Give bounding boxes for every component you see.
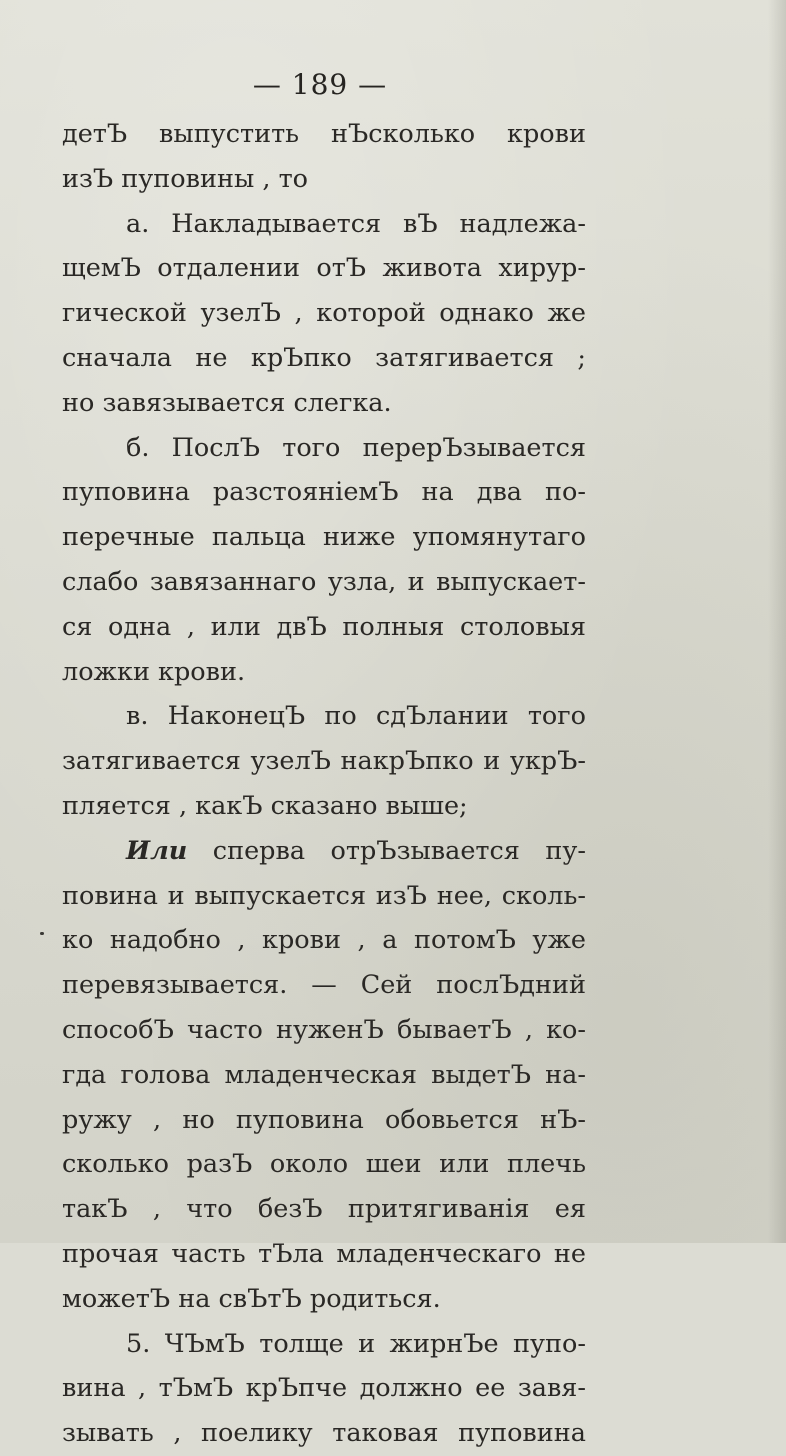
text-line-23: ружу , но пуповина обовьется нЪ- (62, 1104, 586, 1135)
text-line-14: в. НаконецЪ по сдЪлании того (126, 701, 586, 732)
text-line-6: сначала не крЪпко затягивается ; (62, 342, 586, 373)
text-line-8: б. ПослЪ того перерЪзывается (126, 432, 586, 463)
text-line-16: пляется , какЪ сказано выше; (62, 790, 468, 821)
italic-lead-word: Или (126, 835, 188, 866)
text-line-17-rest: сперва отрЪзывается пу- (187, 835, 586, 866)
text-line-19: ко надобно , крови , а потомЪ уже (62, 925, 586, 956)
text-line-27: можетЪ на свЪтЪ родиться. (62, 1283, 441, 1314)
text-line-10: перечные пальца ниже упомянутаго (62, 522, 586, 553)
text-line-9: пуповина разстояніемЪ на два по- (62, 477, 586, 508)
text-line-18: повина и выпускается изЪ нее, сколь- (62, 880, 586, 911)
text-line-29: вина , тЪмЪ крЪпче должно ее завя- (62, 1373, 586, 1404)
text-line-11: слабо завязаннаго узла, и выпускает- (62, 566, 586, 597)
text-line-20: перевязывается. — Сей послЪдний (62, 970, 586, 1001)
margin-speck (40, 932, 44, 935)
text-line-5: гической узелЪ , которой однако же (62, 298, 586, 329)
text-line-17 (62, 829, 586, 874)
text-line-15: затягивается узелЪ накрЪпко и укрЪ- (62, 746, 586, 777)
text-line-3: а. Накладывается вЪ надлежа- (126, 208, 586, 239)
page-number: — 189 — (252, 68, 388, 101)
text-line-26: прочая часть тЪла младенческаго не (62, 1238, 586, 1269)
text-line-28: 5. ЧЪмЪ толще и жирнЪе пупо- (126, 1328, 586, 1359)
text-line-21: способЪ часто нуженЪ бываетЪ , ко- (62, 1014, 586, 1045)
text-line-25: такЪ , что безЪ притягиванія ея (62, 1194, 586, 1225)
text-line-13: ложки крови. (62, 656, 246, 687)
text-line-2: изЪ пуповины , то (62, 163, 309, 194)
text-line-1: детЪ выпустить нЪсколько крови (62, 119, 586, 149)
text-line-22: гда голова младенческая выдетЪ на- (62, 1059, 586, 1090)
text-line-7: но завязывается слегка. (62, 387, 392, 418)
body-text (62, 112, 586, 1456)
text-line-4: щемЪ отдалении отЪ живота хирур- (62, 253, 586, 284)
text-line-24: сколько разЪ около шеи или плечь (62, 1149, 586, 1180)
text-line-30: зывать , поелику таковая пуповина (62, 1418, 586, 1449)
text-line-12: ся одна , или двЪ полныя столовыя (62, 611, 586, 642)
